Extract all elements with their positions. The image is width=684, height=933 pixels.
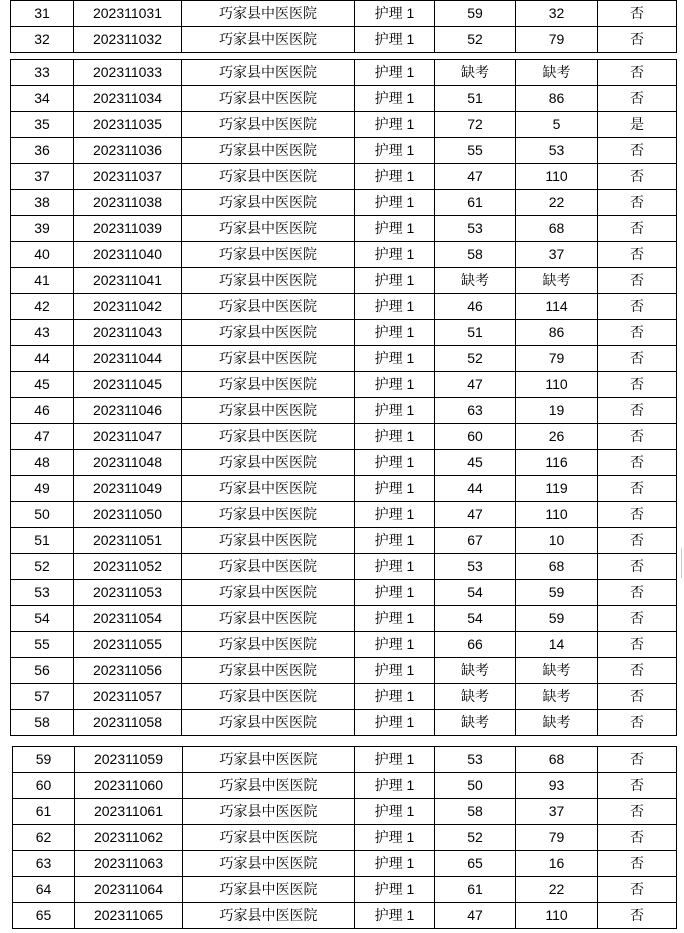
seq-cell: 63 [13, 851, 75, 877]
seq-cell: 50 [11, 502, 74, 528]
interview-flag-cell: 否 [598, 554, 677, 580]
position-cell: 护理 1 [355, 320, 435, 346]
score-cell: 缺考 [435, 60, 516, 86]
table-row [13, 747, 677, 773]
unit-cell: 巧家县中医医院 [182, 372, 355, 398]
seq-cell: 57 [11, 684, 74, 710]
interview-flag-cell: 否 [598, 851, 677, 877]
exam-number-cell: 202311044 [74, 346, 182, 372]
rank-cell: 59 [516, 580, 598, 606]
rank-cell: 缺考 [516, 60, 598, 86]
rank-cell: 68 [516, 216, 598, 242]
table-row [11, 398, 677, 424]
score-cell: 53 [435, 216, 516, 242]
unit-cell: 巧家县中医医院 [182, 320, 355, 346]
seq-cell: 65 [13, 903, 75, 929]
rank-cell: 68 [516, 554, 598, 580]
unit-cell: 巧家县中医医院 [182, 60, 355, 86]
interview-flag-cell: 否 [598, 1, 677, 27]
seq-cell: 51 [11, 528, 74, 554]
position-cell: 护理 1 [355, 450, 435, 476]
position-cell: 护理 1 [355, 825, 435, 851]
table-row [13, 851, 677, 877]
position-cell: 护理 1 [355, 216, 435, 242]
interview-flag-cell: 否 [598, 346, 677, 372]
table-row [11, 476, 677, 502]
seq-cell: 41 [11, 268, 74, 294]
rank-cell: 19 [516, 398, 598, 424]
unit-cell: 巧家县中医医院 [182, 86, 355, 112]
score-cell: 54 [435, 580, 516, 606]
table-row [11, 684, 677, 710]
table-row [11, 372, 677, 398]
position-cell: 护理 1 [355, 773, 435, 799]
score-cell: 52 [435, 346, 516, 372]
rank-cell: 79 [516, 825, 598, 851]
interview-flag-cell: 否 [598, 294, 677, 320]
position-cell: 护理 1 [355, 164, 435, 190]
interview-flag-cell: 否 [598, 903, 677, 929]
seq-cell: 35 [11, 112, 74, 138]
interview-flag-cell: 否 [598, 799, 677, 825]
rank-cell: 110 [516, 903, 598, 929]
score-cell: 63 [435, 398, 516, 424]
interview-flag-cell: 否 [598, 710, 677, 736]
seq-cell: 43 [11, 320, 74, 346]
table-row [11, 190, 677, 216]
exam-number-cell: 202311037 [74, 164, 182, 190]
unit-cell: 巧家县中医医院 [182, 398, 355, 424]
exam-number-cell: 202311059 [75, 747, 183, 773]
score-cell: 54 [435, 606, 516, 632]
score-cell: 59 [435, 1, 516, 27]
block-3-body [13, 747, 677, 929]
exam-number-cell: 202311032 [74, 27, 182, 53]
table-row [11, 710, 677, 736]
exam-number-cell: 202311040 [74, 242, 182, 268]
seq-cell: 60 [13, 773, 75, 799]
unit-cell: 巧家县中医医院 [182, 27, 355, 53]
interview-flag-cell: 否 [598, 476, 677, 502]
table-row [11, 320, 677, 346]
score-cell: 47 [435, 903, 516, 929]
rank-cell: 5 [516, 112, 598, 138]
score-cell: 65 [435, 851, 516, 877]
rank-cell: 37 [516, 799, 598, 825]
score-cell: 47 [435, 502, 516, 528]
unit-cell: 巧家县中医医院 [182, 684, 355, 710]
seq-cell: 34 [11, 86, 74, 112]
position-cell: 护理 1 [355, 903, 435, 929]
interview-flag-cell: 否 [598, 27, 677, 53]
unit-cell: 巧家县中医医院 [182, 1, 355, 27]
seq-cell: 54 [11, 606, 74, 632]
position-cell: 护理 1 [355, 268, 435, 294]
seq-cell: 49 [11, 476, 74, 502]
score-cell: 66 [435, 632, 516, 658]
rank-cell: 110 [516, 502, 598, 528]
exam-number-cell: 202311033 [74, 60, 182, 86]
score-cell: 47 [435, 164, 516, 190]
exam-number-cell: 202311049 [74, 476, 182, 502]
interview-flag-cell: 否 [598, 372, 677, 398]
exam-number-cell: 202311054 [74, 606, 182, 632]
exam-number-cell: 202311046 [74, 398, 182, 424]
rank-cell: 14 [516, 632, 598, 658]
unit-cell: 巧家县中医医院 [183, 773, 355, 799]
interview-flag-cell: 否 [598, 773, 677, 799]
score-cell: 58 [435, 242, 516, 268]
score-cell: 50 [435, 773, 516, 799]
unit-cell: 巧家县中医医院 [182, 346, 355, 372]
exam-number-cell: 202311038 [74, 190, 182, 216]
unit-cell: 巧家县中医医院 [182, 450, 355, 476]
position-cell: 护理 1 [355, 710, 435, 736]
interview-flag-cell: 否 [598, 580, 677, 606]
unit-cell: 巧家县中医医院 [182, 502, 355, 528]
exam-number-cell: 202311041 [74, 268, 182, 294]
exam-number-cell: 202311035 [74, 112, 182, 138]
interview-flag-cell: 否 [598, 632, 677, 658]
table-row [11, 450, 677, 476]
position-cell: 护理 1 [355, 502, 435, 528]
table-row [11, 554, 677, 580]
seq-cell: 32 [11, 27, 74, 53]
unit-cell: 巧家县中医医院 [182, 632, 355, 658]
exam-number-cell: 202311055 [74, 632, 182, 658]
interview-flag-cell: 否 [598, 825, 677, 851]
score-cell: 55 [435, 138, 516, 164]
seq-cell: 48 [11, 450, 74, 476]
seq-cell: 45 [11, 372, 74, 398]
unit-cell: 巧家县中医医院 [182, 216, 355, 242]
rank-cell: 22 [516, 877, 598, 903]
interview-flag-cell: 是 [598, 112, 677, 138]
unit-cell: 巧家县中医医院 [182, 580, 355, 606]
score-cell: 缺考 [435, 268, 516, 294]
interview-flag-cell: 否 [598, 216, 677, 242]
exam-number-cell: 202311056 [74, 658, 182, 684]
score-cell: 61 [435, 877, 516, 903]
rank-cell: 缺考 [516, 710, 598, 736]
interview-flag-cell: 否 [598, 242, 677, 268]
interview-flag-cell: 否 [598, 502, 677, 528]
exam-number-cell: 202311031 [74, 1, 182, 27]
exam-number-cell: 202311045 [74, 372, 182, 398]
unit-cell: 巧家县中医医院 [182, 242, 355, 268]
rank-cell: 86 [516, 320, 598, 346]
table-row [11, 112, 677, 138]
rank-cell: 16 [516, 851, 598, 877]
seq-cell: 40 [11, 242, 74, 268]
position-cell: 护理 1 [355, 877, 435, 903]
position-cell: 护理 1 [355, 294, 435, 320]
unit-cell: 巧家县中医医院 [183, 747, 355, 773]
table-row [11, 138, 677, 164]
rank-cell: 缺考 [516, 684, 598, 710]
seq-cell: 52 [11, 554, 74, 580]
table-row [11, 27, 677, 53]
table-row [11, 502, 677, 528]
unit-cell: 巧家县中医医院 [183, 903, 355, 929]
exam-number-cell: 202311058 [74, 710, 182, 736]
exam-number-cell: 202311047 [74, 424, 182, 450]
table-row [11, 658, 677, 684]
position-cell: 护理 1 [355, 372, 435, 398]
score-cell: 51 [435, 86, 516, 112]
seq-cell: 47 [11, 424, 74, 450]
rank-cell: 10 [516, 528, 598, 554]
position-cell: 护理 1 [355, 424, 435, 450]
unit-cell: 巧家县中医医院 [182, 164, 355, 190]
interview-flag-cell: 否 [598, 320, 677, 346]
score-cell: 60 [435, 424, 516, 450]
score-table-block-1 [10, 0, 677, 53]
rank-cell: 79 [516, 346, 598, 372]
position-cell: 护理 1 [355, 658, 435, 684]
unit-cell: 巧家县中医医院 [183, 851, 355, 877]
score-cell: 72 [435, 112, 516, 138]
interview-flag-cell: 否 [598, 747, 677, 773]
exam-number-cell: 202311048 [74, 450, 182, 476]
block-2-body [11, 60, 677, 736]
seq-cell: 64 [13, 877, 75, 903]
position-cell: 护理 1 [355, 476, 435, 502]
position-cell: 护理 1 [355, 554, 435, 580]
rank-cell: 79 [516, 27, 598, 53]
interview-flag-cell: 否 [598, 528, 677, 554]
table-row [11, 86, 677, 112]
seq-cell: 36 [11, 138, 74, 164]
score-cell: 缺考 [435, 684, 516, 710]
score-table-block-2 [10, 59, 677, 736]
rank-cell: 53 [516, 138, 598, 164]
interview-flag-cell: 否 [598, 60, 677, 86]
interview-flag-cell: 否 [598, 268, 677, 294]
unit-cell: 巧家县中医医院 [182, 606, 355, 632]
table-row [11, 346, 677, 372]
unit-cell: 巧家县中医医院 [182, 138, 355, 164]
unit-cell: 巧家县中医医院 [182, 294, 355, 320]
interview-flag-cell: 否 [598, 190, 677, 216]
exam-number-cell: 202311063 [75, 851, 183, 877]
score-cell: 缺考 [435, 710, 516, 736]
position-cell: 护理 1 [355, 632, 435, 658]
unit-cell: 巧家县中医医院 [183, 877, 355, 903]
table-row [11, 242, 677, 268]
position-cell: 护理 1 [355, 398, 435, 424]
table-row [13, 773, 677, 799]
block-1-body [11, 1, 677, 53]
exam-number-cell: 202311036 [74, 138, 182, 164]
seq-cell: 44 [11, 346, 74, 372]
exam-number-cell: 202311065 [75, 903, 183, 929]
seq-cell: 61 [13, 799, 75, 825]
interview-flag-cell: 否 [598, 877, 677, 903]
score-cell: 45 [435, 450, 516, 476]
interview-flag-cell: 否 [598, 606, 677, 632]
exam-number-cell: 202311060 [75, 773, 183, 799]
rank-cell: 缺考 [516, 658, 598, 684]
seq-cell: 62 [13, 825, 75, 851]
score-cell: 67 [435, 528, 516, 554]
position-cell: 护理 1 [355, 747, 435, 773]
exam-number-cell: 202311039 [74, 216, 182, 242]
interview-flag-cell: 否 [598, 658, 677, 684]
seq-cell: 58 [11, 710, 74, 736]
rank-cell: 68 [516, 747, 598, 773]
unit-cell: 巧家县中医医院 [182, 112, 355, 138]
rank-cell: 59 [516, 606, 598, 632]
table-row [13, 877, 677, 903]
exam-number-cell: 202311061 [75, 799, 183, 825]
interview-flag-cell: 否 [598, 86, 677, 112]
interview-flag-cell: 否 [598, 138, 677, 164]
score-cell: 58 [435, 799, 516, 825]
seq-cell: 37 [11, 164, 74, 190]
rank-cell: 22 [516, 190, 598, 216]
rank-cell: 110 [516, 164, 598, 190]
seq-cell: 38 [11, 190, 74, 216]
table-row [11, 424, 677, 450]
position-cell: 护理 1 [355, 190, 435, 216]
rank-cell: 86 [516, 86, 598, 112]
seq-cell: 56 [11, 658, 74, 684]
interview-flag-cell: 否 [598, 450, 677, 476]
position-cell: 护理 1 [355, 684, 435, 710]
table-row [11, 606, 677, 632]
exam-number-cell: 202311051 [74, 528, 182, 554]
table-row [11, 580, 677, 606]
position-cell: 护理 1 [355, 60, 435, 86]
seq-cell: 55 [11, 632, 74, 658]
table-row [11, 294, 677, 320]
unit-cell: 巧家县中医医院 [182, 710, 355, 736]
seq-cell: 46 [11, 398, 74, 424]
unit-cell: 巧家县中医医院 [183, 799, 355, 825]
rank-cell: 37 [516, 242, 598, 268]
rank-cell: 114 [516, 294, 598, 320]
seq-cell: 39 [11, 216, 74, 242]
score-cell: 61 [435, 190, 516, 216]
rank-cell: 26 [516, 424, 598, 450]
table-row [11, 60, 677, 86]
rank-cell: 32 [516, 1, 598, 27]
position-cell: 护理 1 [355, 1, 435, 27]
score-table-block-3 [12, 746, 677, 929]
interview-flag-cell: 否 [598, 684, 677, 710]
interview-flag-cell: 否 [598, 398, 677, 424]
table-row [13, 903, 677, 929]
seq-cell: 31 [11, 1, 74, 27]
position-cell: 护理 1 [355, 580, 435, 606]
position-cell: 护理 1 [355, 27, 435, 53]
score-cell: 47 [435, 372, 516, 398]
position-cell: 护理 1 [355, 528, 435, 554]
score-cell: 52 [435, 825, 516, 851]
unit-cell: 巧家县中医医院 [182, 476, 355, 502]
score-cell: 52 [435, 27, 516, 53]
table-row [11, 164, 677, 190]
unit-cell: 巧家县中医医院 [182, 658, 355, 684]
unit-cell: 巧家县中医医院 [182, 528, 355, 554]
seq-cell: 53 [11, 580, 74, 606]
sheet-edge-mark [681, 548, 682, 578]
rank-cell: 110 [516, 372, 598, 398]
table-row [11, 1, 677, 27]
exam-number-cell: 202311050 [74, 502, 182, 528]
exam-number-cell: 202311042 [74, 294, 182, 320]
interview-flag-cell: 否 [598, 424, 677, 450]
score-cell: 46 [435, 294, 516, 320]
table-row [11, 216, 677, 242]
position-cell: 护理 1 [355, 606, 435, 632]
position-cell: 护理 1 [355, 112, 435, 138]
position-cell: 护理 1 [355, 242, 435, 268]
table-row [13, 825, 677, 851]
unit-cell: 巧家县中医医院 [182, 424, 355, 450]
table-row [11, 528, 677, 554]
table-row [11, 268, 677, 294]
seq-cell: 33 [11, 60, 74, 86]
position-cell: 护理 1 [355, 86, 435, 112]
rank-cell: 119 [516, 476, 598, 502]
unit-cell: 巧家县中医医院 [182, 268, 355, 294]
score-cell: 51 [435, 320, 516, 346]
exam-number-cell: 202311062 [75, 825, 183, 851]
rank-cell: 116 [516, 450, 598, 476]
exam-number-cell: 202311043 [74, 320, 182, 346]
score-cell: 53 [435, 554, 516, 580]
score-cell: 缺考 [435, 658, 516, 684]
exam-number-cell: 202311034 [74, 86, 182, 112]
seq-cell: 59 [13, 747, 75, 773]
score-cell: 53 [435, 747, 516, 773]
unit-cell: 巧家县中医医院 [183, 825, 355, 851]
exam-number-cell: 202311064 [75, 877, 183, 903]
seq-cell: 42 [11, 294, 74, 320]
table-row [11, 632, 677, 658]
exam-number-cell: 202311053 [74, 580, 182, 606]
position-cell: 护理 1 [355, 138, 435, 164]
position-cell: 护理 1 [355, 346, 435, 372]
position-cell: 护理 1 [355, 851, 435, 877]
position-cell: 护理 1 [355, 799, 435, 825]
unit-cell: 巧家县中医医院 [182, 190, 355, 216]
exam-number-cell: 202311057 [74, 684, 182, 710]
table-row [13, 799, 677, 825]
interview-flag-cell: 否 [598, 164, 677, 190]
unit-cell: 巧家县中医医院 [182, 554, 355, 580]
score-cell: 44 [435, 476, 516, 502]
rank-cell: 缺考 [516, 268, 598, 294]
exam-number-cell: 202311052 [74, 554, 182, 580]
rank-cell: 93 [516, 773, 598, 799]
